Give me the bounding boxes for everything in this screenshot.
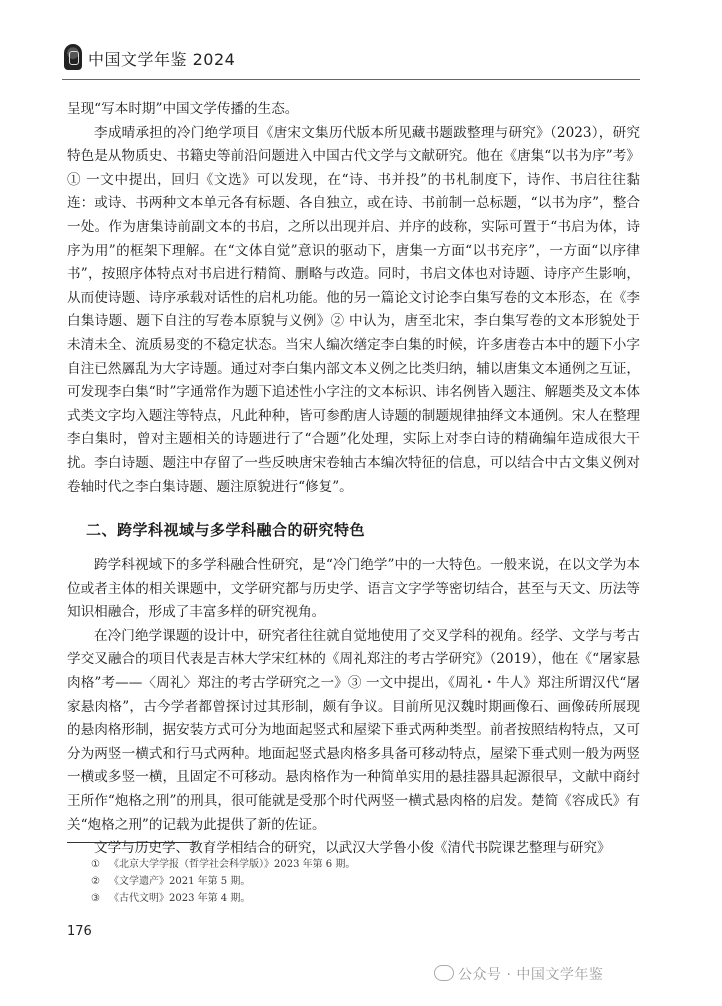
footnote-text: 《北京大学学报（哲学社会科学版）》2023 年第 6 期。 — [109, 859, 356, 870]
header-rule — [62, 79, 640, 80]
section-heading: 二、跨学科视域与多学科融合的研究特色 — [86, 521, 366, 540]
page-header — [62, 40, 662, 80]
footnote — [91, 873, 611, 890]
running-head: 中国文学年鉴 2024 — [88, 50, 236, 69]
footnote-text: 《古代文明》2023 年第 4 期。 — [109, 893, 251, 904]
watermark — [434, 964, 603, 984]
footnotes — [91, 856, 611, 907]
page-number: 176 — [67, 924, 92, 939]
footnote-text: 《文学遗产》2021 年第 5 期。 — [109, 876, 251, 887]
article-body — [67, 98, 640, 861]
footnote — [91, 856, 611, 873]
paragraph-continued: 呈现“写本时期”中国文学传播的生态。 — [67, 101, 299, 117]
footnote-mark: ③ — [91, 893, 100, 904]
yearbook-logo-icon — [64, 44, 82, 70]
footnote — [91, 890, 611, 907]
paragraph: 在冷门绝学课题的设计中，研究者往往就自觉地使用了交叉学科的视角。经学、文学与考古学交叉融合的项目代表是吉林大学宋红林的《周礼郑注的考古学研究》（2019），他在《“屠家悬肉格”考——〈周礼〉郑注的考古学研究之一》③ 一文中提出，《周礼・牛人》郑注所谓汉代“屠家悬肉格”，古今学者都曾探讨过其形制，颇有争议。目前所见汉魏时期画像石、画像砖所展现的悬肉格形制，据安装方式可分为地面起竖式和屋梁下垂式两种类型。前者按照结构特点，又可分为两竖一横式和行马式两种。地面起竖式悬肉格多具备可移动特点，屋梁下垂式则一般为两竖一横或多竖一横，且固定不可移动。悬肉格作为一种简单实用的悬挂器具起源很早，文献中商纣王所作“炮格之刑”的刑具，很可能就是受那个时代两竖一横式悬肉格的启发。楚简《容成氏》有关“炮格之刑”的记载为此提供了新的佐证。 — [67, 627, 640, 833]
wechat-icon — [434, 965, 454, 981]
paragraph: 文学与历史学、教育学相结合的研究，以武汉大学鲁小俊《清代书院课艺整理与研究》 — [94, 840, 611, 857]
footnote-mark: ② — [91, 876, 100, 887]
footnote-rule — [67, 842, 195, 843]
footnote-mark: ① — [91, 859, 100, 870]
paragraph: 李成晴承担的冷门绝学项目《唐宋文集历代版本所见藏书题跋整理与研究》（2023），研究特色是从物质史、书籍史等前沿问题进入中国古代文学与文献研究。他在《唐集“以书为序”考》① 一文中提出，回归《文选》可以发现，在“诗、书并投”的书札制度下，诗作、书启往往黏连：或诗、书两种文本单元各有标题、各自独立，或在诗、书前制一总标题，“以书为序”，整合一处。作为唐集诗前副文本的书启，之所以出现并启、并序的歧称，实际可置于“书启为体，诗序为用”的框架下理解。在“文体自觉”意识的驱动下，唐集一方面“以书充序”，一方面“以序律书”，按照序体特点对书启进行精简、删略与改造。同时，书启文体也对诗题、诗序产生影响，从而使诗题、诗序承载对话性的启札功能。他的另一篇论文讨论李白集写卷的文本形态，在《李白集诗题、题下自注的写卷本原貌与义例》② 中认为，唐至北宋，李白集写卷的文本形貌处于未清未全、流质易变的不稳定状态。当宋人编次缮定李白集的时候，许多唐卷古本中的题下小字自注已然羼乱为大字诗题。通过对李白集内部文本义例之比类归纳，辅以唐集文本通例之互证，可发现李白集“时”字通常作为题下追述性小字注的文本标识、讳名例皆入题注、解题类及文本体式类文字均入题注等特点，凡此种种，皆可参酌唐人诗题的制题规律抽绎文本通例。宋人在整理李白集时，曾对主题相关的诗题进行了“合题”化处理，实际上对李白诗的精确编年造成很大干扰。李白诗题、题注中存留了一些反映唐宋卷轴古本编次特征的信息，可以结合中古文集义例对卷轴时代之李白集诗题、题注原貌进行“修复”。 — [67, 124, 640, 495]
watermark-text: 公众号 · 中国文学年鉴 — [458, 967, 604, 983]
paragraph: 跨学科视域下的多学科融合性研究，是“冷门绝学”中的一大特色。一般来说，在以文学为本位或者主体的相关课题中，文学研究都与历史学、语言文字学等密切结合，甚至与天文、历法等知识相融合，形成了丰富多样的研究视角。 — [67, 557, 640, 621]
